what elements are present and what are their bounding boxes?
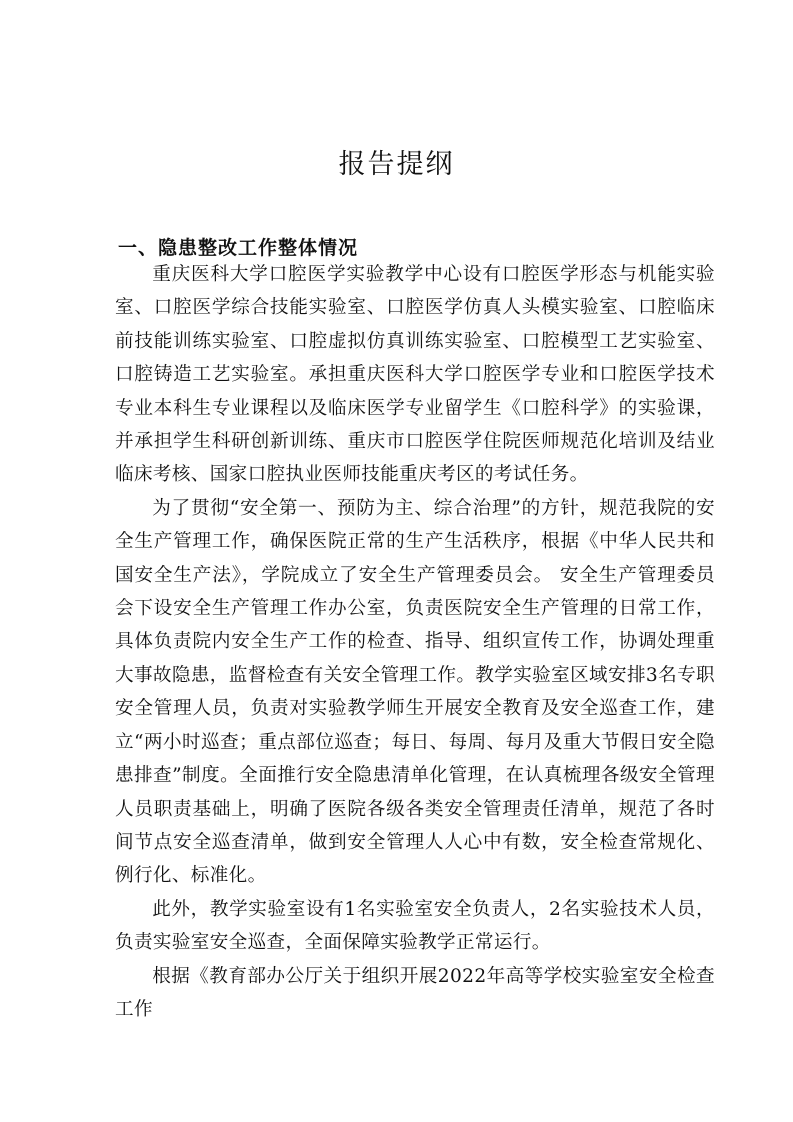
paragraph-1: 重庆医科大学口腔医学实验教学中心设有口腔医学形态与机能实验室、口腔医学综合技能实验室、口腔医学仿真人头模实验室、口腔临床前技能训练实验室、口腔虚拟仿真训练实验室、口腔模型工艺实验室、口腔铸造工艺实验室。承担重庆医科大学口腔医学专业和口腔医学技术专业本科生专业课程以及临床医学专业留学生《口腔科学》的实验课，并承担学生科研创新训练、重庆市口腔医学住院医师规范化培训及结业临床考核、国家口腔执业医师技能重庆考区的考试任务。 bbox=[115, 264, 715, 486]
page-title: 报告提纲 bbox=[338, 149, 455, 180]
paragraph-4: 根据《教育部办公厅关于组织开展2022年高等学校实验室安全检查工作 bbox=[115, 965, 715, 1020]
section-heading: 一、隐患整改工作整体情况 bbox=[118, 237, 359, 259]
paragraph-2: 为了贯彻“安全第一、预防为主、综合治理”的方针，规范我院的安全生产管理工作，确保医院正常的生产生活秩序，根据《中华人民共和国安全生产法》，学院成立了安全生产管理委员会。 安全生产管理委员会下设安全生产管理工作办公室，负责医院安全生产管理的日常工作，具体负责院内安全生产工作的检查、指导、组织宣传工作，协调处理重大事故隐患，监督检查有关安全管理工作。教学实验室区域安排3名专职安全管理人员，负责对实验教学师生开展安全教育及安全巡查工作，建立“两小时巡查；重点部位巡查；每日、每周、每月及重大节假日安全隐患排查”制度。全面推行安全隐患清单化管理，在认真梳理各级安全管理人员职责基础上，明确了医院各级各类安全管理责任清单，规范了各时间节点安全巡查清单，做到安全管理人人心中有数，安全检查常规化、例行化、标准化。 bbox=[115, 497, 715, 887]
body-text bbox=[115, 258, 715, 1026]
paragraph-3: 此外，教学实验室设有1名实验室安全负责人，2名实验技术人员，负责实验室安全巡查，全面保障实验教学正常运行。 bbox=[115, 898, 715, 954]
